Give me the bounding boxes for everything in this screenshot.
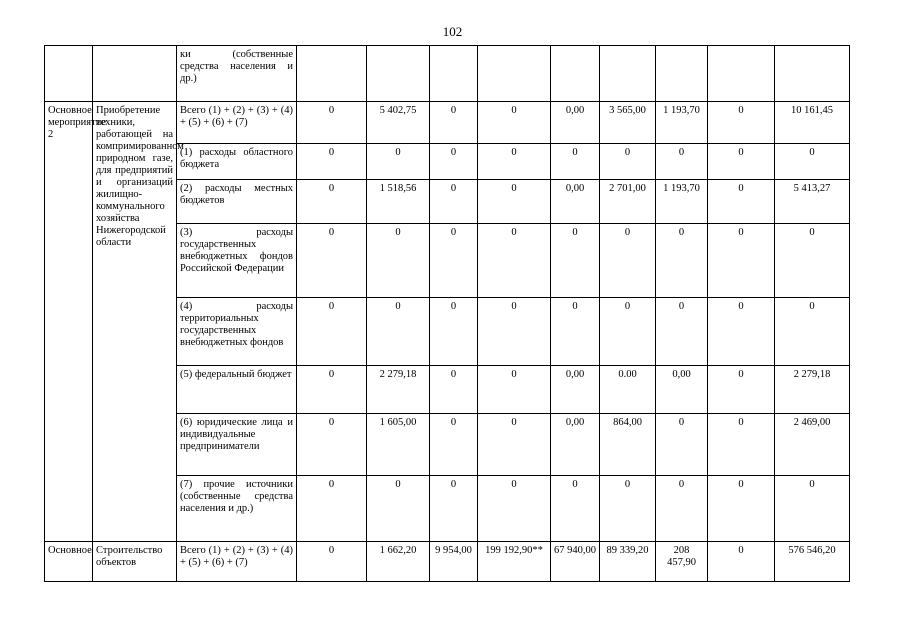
value-cell: 208 457,90 xyxy=(656,542,708,582)
value-cell: 0 xyxy=(430,414,478,476)
value-cell: 2 279,18 xyxy=(775,366,850,414)
table-row xyxy=(45,46,850,102)
value-cell xyxy=(600,46,656,102)
table-row xyxy=(45,542,850,582)
source-label: (3) расходы государственных внебюджетных фондов Российской Федерации xyxy=(177,224,297,298)
measure-label: Основное мероприятие 2 xyxy=(45,102,93,542)
value-cell: 0 xyxy=(708,542,775,582)
value-cell: 0 xyxy=(708,180,775,224)
value-cell: 0 xyxy=(600,144,656,180)
measure-cell xyxy=(45,46,93,102)
value-cell: 0,00 xyxy=(551,414,600,476)
value-cell: 0 xyxy=(297,542,367,582)
value-cell: 0 xyxy=(708,298,775,366)
value-cell: 0 xyxy=(297,298,367,366)
value-cell: 0 xyxy=(656,476,708,542)
value-cell: 0 xyxy=(478,476,551,542)
source-label: (5) федеральный бюджет xyxy=(177,366,297,414)
value-cell: 0 xyxy=(430,102,478,144)
source-label: (6) юридические лица и индивидуальные предприниматели xyxy=(177,414,297,476)
value-cell: 0 xyxy=(297,366,367,414)
value-cell xyxy=(775,46,850,102)
value-cell: 576 546,20 xyxy=(775,542,850,582)
value-cell: 0,00 xyxy=(551,102,600,144)
value-cell: 0 xyxy=(430,366,478,414)
value-cell: 0 xyxy=(430,476,478,542)
value-cell: 0 xyxy=(600,298,656,366)
value-cell: 0,00 xyxy=(551,180,600,224)
value-cell: 0 xyxy=(656,298,708,366)
value-cell: 0 xyxy=(430,298,478,366)
value-cell: 2 469,00 xyxy=(775,414,850,476)
value-cell: 0 xyxy=(478,224,551,298)
measure-description: Строительство объектов xyxy=(93,542,177,582)
value-cell: 0 xyxy=(708,366,775,414)
value-cell: 0 xyxy=(367,144,430,180)
value-cell: 0 xyxy=(478,144,551,180)
value-cell xyxy=(430,46,478,102)
value-cell xyxy=(478,46,551,102)
value-cell: 10 161,45 xyxy=(775,102,850,144)
value-cell: 0 xyxy=(656,414,708,476)
value-cell: 0 xyxy=(297,180,367,224)
value-cell xyxy=(656,46,708,102)
value-cell xyxy=(367,46,430,102)
value-cell: 0 xyxy=(600,476,656,542)
value-cell: 0 xyxy=(708,224,775,298)
value-cell: 0 xyxy=(297,476,367,542)
value-cell: 0 xyxy=(297,102,367,144)
value-cell: 0 xyxy=(708,476,775,542)
value-cell: 0 xyxy=(297,144,367,180)
value-cell: 0 xyxy=(478,298,551,366)
value-cell: 0 xyxy=(775,224,850,298)
description-cell xyxy=(93,46,177,102)
source-label: Всего (1) + (2) + (3) + (4) + (5) + (6) + (7) xyxy=(177,542,297,582)
value-cell: 5 402,75 xyxy=(367,102,430,144)
value-cell: 0 xyxy=(430,180,478,224)
measure-label: Основное xyxy=(45,542,93,582)
value-cell: 0 xyxy=(656,144,708,180)
value-cell: 0 xyxy=(551,476,600,542)
source-label: Всего (1) + (2) + (3) + (4) + (5) + (6) + (7) xyxy=(177,102,297,144)
value-cell: 89 339,20 xyxy=(600,542,656,582)
source-label: ки (собственные средства населения и др.) xyxy=(177,46,297,102)
value-cell: 1 193,70 xyxy=(656,102,708,144)
value-cell: 0 xyxy=(551,224,600,298)
value-cell: 1 193,70 xyxy=(656,180,708,224)
value-cell: 0 xyxy=(367,298,430,366)
value-cell: 0.00 xyxy=(600,366,656,414)
value-cell: 0 xyxy=(708,102,775,144)
value-cell: 0 xyxy=(775,298,850,366)
value-cell xyxy=(708,46,775,102)
value-cell: 0 xyxy=(297,414,367,476)
value-cell: 0 xyxy=(478,414,551,476)
value-cell: 199 192,90** xyxy=(478,542,551,582)
value-cell: 0,00 xyxy=(551,366,600,414)
value-cell: 2 701,00 xyxy=(600,180,656,224)
value-cell: 0 xyxy=(478,180,551,224)
page-number: 102 xyxy=(442,24,463,39)
value-cell: 1 605,00 xyxy=(367,414,430,476)
value-cell: 0 xyxy=(430,144,478,180)
value-cell: 2 279,18 xyxy=(367,366,430,414)
value-cell: 0 xyxy=(656,224,708,298)
value-cell: 3 565,00 xyxy=(600,102,656,144)
source-label: (4) расходы территориальных государственных внебюджетных фондов xyxy=(177,298,297,366)
source-label: (2) расходы местных бюджетов xyxy=(177,180,297,224)
value-cell: 0 xyxy=(478,366,551,414)
value-cell: 0 xyxy=(367,476,430,542)
table-row xyxy=(45,102,850,144)
value-cell: 67 940,00 xyxy=(551,542,600,582)
value-cell xyxy=(551,46,600,102)
value-cell: 0 xyxy=(551,144,600,180)
value-cell: 0 xyxy=(297,224,367,298)
source-label: (7) прочие источники (собственные средства населения и др.) xyxy=(177,476,297,542)
source-label: (1) расходы областного бюджета xyxy=(177,144,297,180)
value-cell: 0 xyxy=(708,414,775,476)
measure-description: Приобретение техники, работающей на компримированном природном газе, для предприятий и организаций жилищно-коммунального хозяйства Нижегородской области xyxy=(93,102,177,542)
value-cell: 0 xyxy=(367,224,430,298)
value-cell: 0 xyxy=(551,298,600,366)
value-cell: 0 xyxy=(600,224,656,298)
value-cell xyxy=(297,46,367,102)
budget-table xyxy=(44,45,850,582)
value-cell: 1 662,20 xyxy=(367,542,430,582)
value-cell: 1 518,56 xyxy=(367,180,430,224)
value-cell: 864,00 xyxy=(600,414,656,476)
value-cell: 0 xyxy=(708,144,775,180)
value-cell: 9 954,00 xyxy=(430,542,478,582)
value-cell: 0 xyxy=(775,476,850,542)
value-cell: 5 413,27 xyxy=(775,180,850,224)
value-cell: 0 xyxy=(430,224,478,298)
value-cell: 0,00 xyxy=(656,366,708,414)
value-cell: 0 xyxy=(775,144,850,180)
value-cell: 0 xyxy=(478,102,551,144)
